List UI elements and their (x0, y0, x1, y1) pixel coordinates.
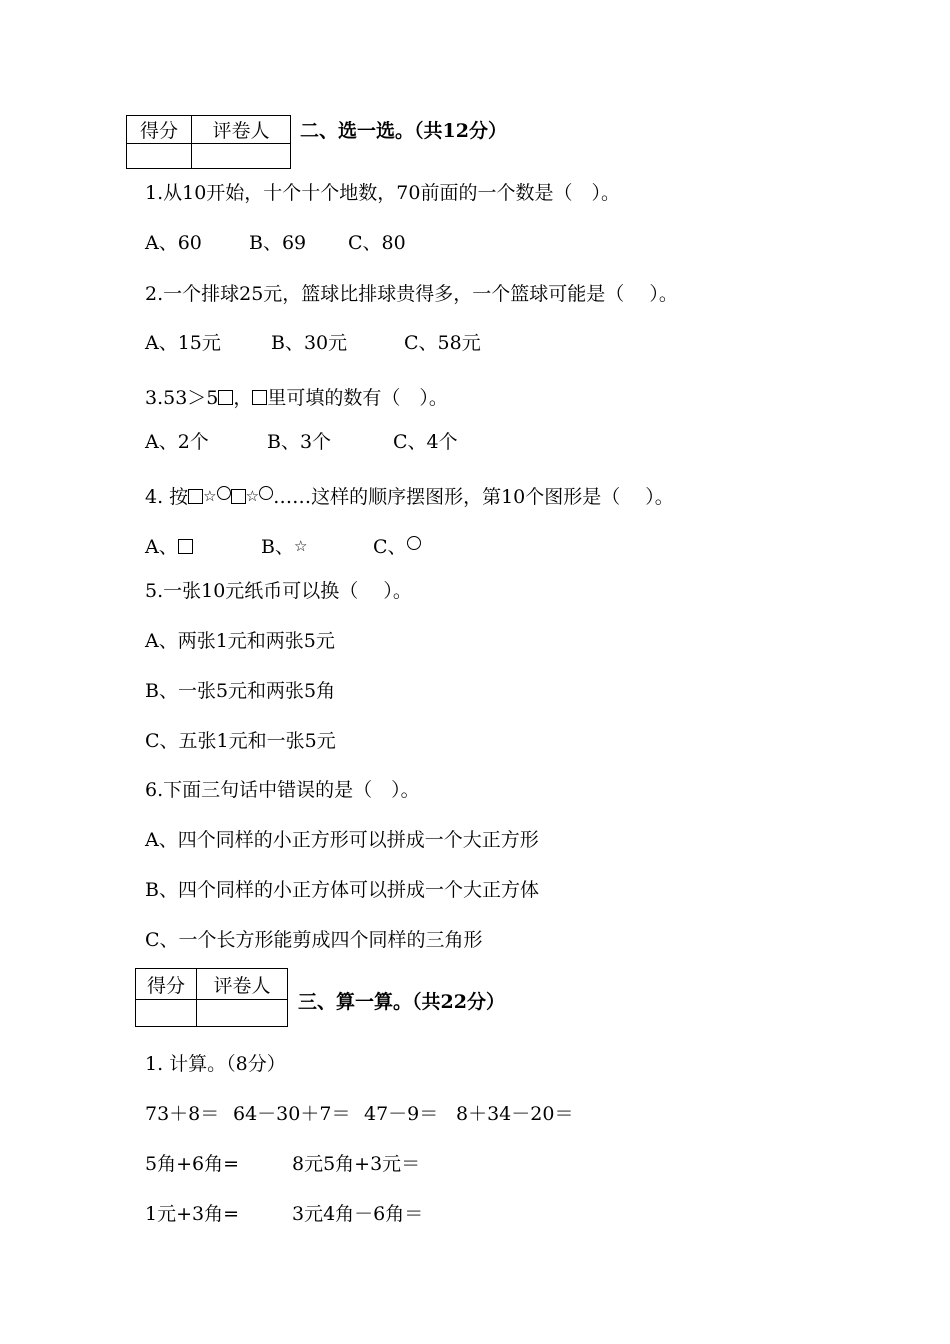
q3-option-b: B、3个 (267, 431, 332, 453)
q3-text-a: 3.53＞5 (145, 387, 219, 409)
circle-icon (217, 486, 231, 500)
calc-row-1 (145, 1099, 573, 1126)
q3-text (145, 383, 448, 410)
calc-row-3 (145, 1199, 423, 1226)
q2-options (145, 328, 481, 355)
calc-item: 73＋8＝ (145, 1103, 220, 1125)
q5-option-a: A、两张1元和两张5元 (145, 630, 335, 652)
q4-option-c-label: C、 (373, 536, 407, 558)
grader-cell (197, 1000, 288, 1027)
q6-text: 6.下面三句话中错误的是（ ）。 (145, 779, 420, 801)
star-icon: ☆ (293, 537, 308, 555)
q6-option-c: C、一个长方形能剪成四个同样的三角形 (145, 929, 483, 951)
circle-icon (259, 486, 273, 500)
q4-option-c (373, 532, 421, 559)
q1-option-c: C、80 (348, 232, 406, 254)
q2-option-b: B、30元 (271, 332, 348, 354)
q2-text: 2.一个排球25元，篮球比排球贵得多，一个篮球可能是（ ）。 (145, 283, 678, 305)
calc-item: 47－9＝ (364, 1103, 439, 1125)
square-icon (218, 390, 233, 405)
q4-option-b-label: B、 (261, 536, 294, 558)
q1-option-a: A、60 (145, 232, 202, 254)
q3-option-c: C、4个 (393, 431, 458, 453)
q4-option-a (145, 532, 261, 559)
star-icon: ☆ (203, 487, 217, 505)
q4-options (145, 532, 421, 559)
q3-options (145, 427, 458, 454)
q4-option-a-label: A、 (145, 536, 178, 558)
q3-text-b: ， (233, 387, 253, 409)
score-label: 得分 (127, 116, 192, 144)
circle-icon (407, 536, 421, 550)
q6-option-a: A、四个同样的小正方形可以拼成一个大正方形 (145, 829, 539, 851)
q1-options (145, 228, 406, 255)
q4-text (145, 482, 674, 509)
section2-title: 二、选一选。（共12分） (300, 120, 507, 142)
calc-item: 8元5角+3元＝ (292, 1153, 421, 1175)
grader-cell (192, 144, 291, 169)
score-table-section2 (126, 115, 291, 169)
q6-option-b: B、四个同样的小正方体可以拼成一个大正方体 (145, 879, 539, 901)
calc-item: 3元4角－6角＝ (292, 1203, 424, 1225)
calc-item: 8＋34－20＝ (456, 1103, 574, 1125)
calc-item: 64－30＋7＝ (233, 1103, 351, 1125)
square-icon (252, 390, 267, 405)
score-cell (127, 144, 192, 169)
score-table-section3 (135, 968, 288, 1027)
calc-row-2 (145, 1149, 420, 1176)
s3-q1-text: 1. 计算。（8分） (145, 1053, 286, 1075)
calc-item: 1元+3角= (145, 1203, 240, 1225)
star-icon: ☆ (245, 487, 260, 505)
q4-suffix: ……这样的顺序摆图形，第10个图形是（ ）。 (273, 486, 674, 508)
q2-option-a: A、15元 (145, 332, 221, 354)
q2-option-c: C、58元 (404, 332, 481, 354)
q4-prefix: 4. 按 (145, 486, 189, 508)
section3-title: 三、算一算。（共22分） (298, 991, 505, 1013)
grader-label: 评卷人 (197, 969, 288, 1000)
q4-option-b (261, 532, 373, 559)
grader-label: 评卷人 (192, 116, 291, 144)
q1-option-b: B、69 (249, 232, 307, 254)
calc-item: 5角+6角= (145, 1153, 240, 1175)
square-icon (188, 489, 203, 504)
score-label: 得分 (136, 969, 197, 1000)
square-icon (178, 539, 193, 554)
score-cell (136, 1000, 197, 1027)
q5-text: 5.一张10元纸币可以换（ ）。 (145, 580, 412, 602)
q3-option-a: A、2个 (145, 431, 209, 453)
q5-option-c: C、五张1元和一张5元 (145, 730, 336, 752)
q5-option-b: B、一张5元和两张5角 (145, 680, 336, 702)
q3-text-c: 里可填的数有（ ）。 (267, 387, 448, 409)
q1-text: 1.从10开始，十个十个地数，70前面的一个数是（ ）。 (145, 182, 620, 204)
square-icon (231, 489, 246, 504)
